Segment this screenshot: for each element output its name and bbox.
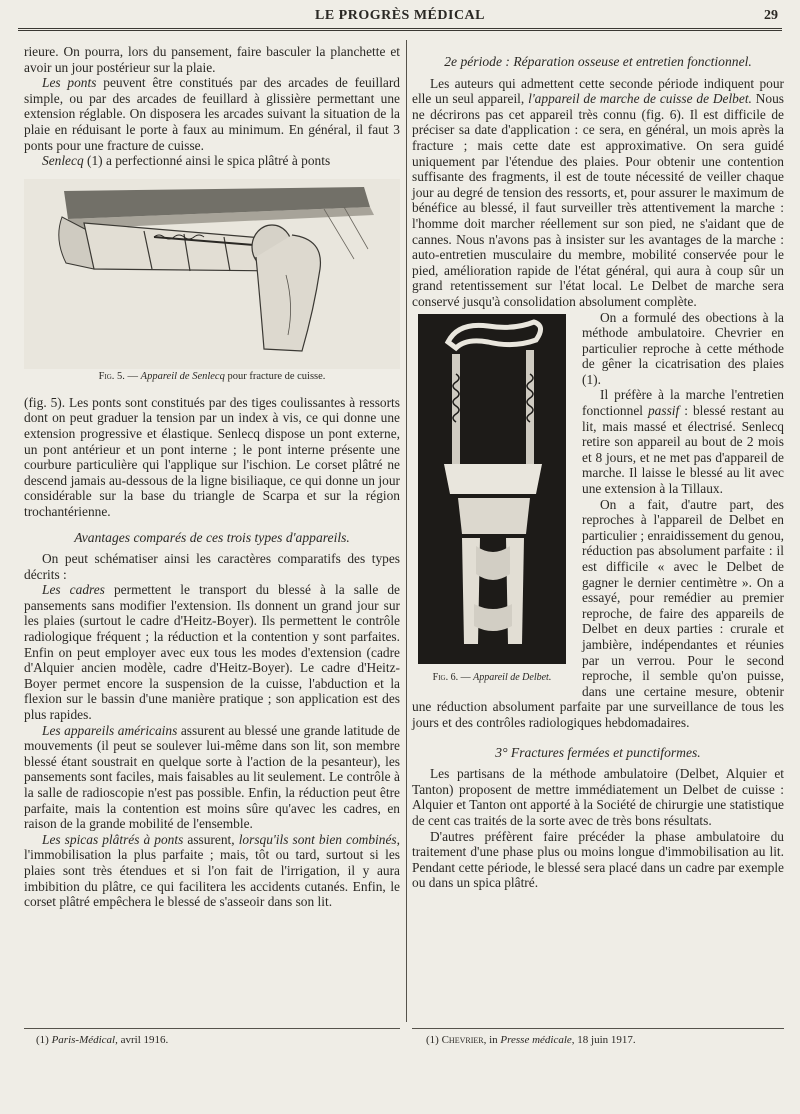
figure-5 [24, 179, 400, 391]
paragraph: D'autres préfèrent faire précéder la phase ambulatoire du traitement d'une phase plus ou moins longue d'immobilisation au lit. Pendant cette période, le blessé sera placé dans un cadre par exemple ou dans un spica plâtré. [412, 828, 784, 891]
delbet-apparatus-photo [418, 314, 566, 664]
footnote-author: Chevrier [441, 1034, 484, 1046]
paragraph [412, 76, 784, 310]
footnote-right [426, 1034, 636, 1046]
paragraph: On peut schématiser ainsi les caractères comparatifs des types décrits : [24, 551, 400, 582]
section-heading: Avantages comparés de ces trois types d'appareils. [74, 529, 350, 545]
footnote-number: (1) [426, 1034, 439, 1046]
column-divider [406, 40, 407, 1022]
section-heading [412, 54, 784, 70]
emphasis: l'appareil de marche de cuisse de Delbet. [528, 91, 752, 107]
emphasis: Les cadres [42, 582, 105, 598]
caption-label: Fig. 5. — [98, 370, 139, 382]
footnote-rule-left [24, 1028, 400, 1029]
emphasis: passif [647, 403, 680, 419]
emphasis: Senlecq [42, 153, 84, 169]
footnote-rule-right [412, 1028, 784, 1029]
heading-label: 2e période : [444, 54, 510, 69]
figure-6 [412, 314, 572, 686]
emphasis: Les ponts [42, 75, 97, 91]
heading-number: 3° [495, 744, 508, 760]
footnote-number: (1) [36, 1034, 49, 1046]
paragraph [24, 153, 400, 169]
caption-emphasis: Appareil de Senlecq [140, 370, 225, 382]
paragraph [24, 723, 400, 832]
figure-5-caption [24, 369, 400, 385]
emphasis: Les spicas plâtrés à ponts [42, 831, 184, 847]
paragraph [24, 582, 400, 722]
page-number: 29 [764, 8, 778, 23]
emphasis: lorsqu'ils sont bien combinés [238, 831, 397, 847]
footnote-text: , avril 1916. [115, 1034, 169, 1046]
left-column [24, 44, 400, 910]
footnote-text: , 18 juin 1917. [571, 1034, 636, 1046]
right-column [412, 44, 784, 891]
section-heading [412, 745, 784, 761]
text: peuvent être constitués par des arcades de feuillard simple, ou par des arcades de feuillard à glissière permettant une extension réglable. On disposera les arcades suivant la situation de la plaie en réduisant le porte à faux au minimum. En général, il faut 3 ponts pour une fracture de cuisse. [24, 75, 401, 153]
text: (1) a perfectionné ainsi le spica plâtré à ponts [83, 153, 331, 169]
caption-emphasis: Appareil de Delbet. [473, 671, 552, 683]
paragraph [24, 832, 400, 910]
paragraph [24, 75, 400, 153]
caption-label: Fig. 6. — [432, 671, 471, 683]
footnote-emphasis: Presse médicale [500, 1034, 572, 1046]
footnote-emphasis: Paris-Médical [51, 1034, 116, 1046]
paragraph: On a formulé des obections à la méthode ambulatoire. Chevrier en particulier reproche à cette méthode de gêner la cicatrisation des plaies (1). [582, 309, 784, 387]
text: , l'immobilisation la plus parfaite ; mais, tôt ou tard, surtout si les plaies sont très étendues et si l'on fait de l'irrigation, il y aura imbibition du plâtre, ce qui facilitera les accidents cutanés. Enfin, le corset plâtré empêchera le blessé de s'asseoir dans son lit. [24, 831, 400, 910]
paragraph: rieure. On pourra, lors du pansement, faire basculer la planchette et avoir un jour postérieur sur la plaie. [24, 44, 400, 75]
footnote-text: , in [483, 1034, 501, 1046]
paragraph: Les partisans de la méthode ambulatoire (Delbet, Alquier et Tanton) proposent de mettre immédiatement un Delbet de cuisse : Alquier et Tanton ont apporté à la Société de chirurgie une statistique de cent cas traités de la sorte avec de très bons résultats. [412, 766, 784, 828]
text: permettent le transport du blessé à la salle de pansements sans modifier l'extension. Ils donnent un grand jour sur les plaies (surtout le cadre d'Heitz-Boyer). Ils permettent le contrôle radiologique fréquent ; la réduction et la contention y sont parfaites. Enfin on peut employer avec eux tous les modes d'extension (cadre d'Alquier ancien modèle, cadre d'Heitz-Boyer). Le cadre d'Heitz-Boyer permet encore la suspension de la cuisse, l'abduction et la flexion sur le bassin d'une manière pratique ; son application est des plus rapides. [24, 582, 400, 723]
senlecq-apparatus-illustration [24, 179, 400, 369]
text: assurent, [183, 831, 239, 847]
heading-emphasis: Réparation osseuse et entretien fonctionnel. [513, 54, 752, 69]
text: assurent au blessé une grande latitude de mouvements (il peut se soulever lui-même dans son lit, son membre blessé étant soustrait en quelque sorte à l'action de la pesanteur), les pansements sont faciles, mais faisables au lit seulement. Le contrôle à la salle de radioscopie n'est pas possible. Enfin, la réduction peut être parfaite, mais la contention est moins sûre qu'avec les cadres, en raison de la grande mobilité de l'ensemble. [24, 722, 400, 832]
text: : blessé restant au lit, mais massé et électrisé. Senlecq retire son appareil au bout de 2 mois et 8 jours, et ne met pas d'appareil de marche. Il laisse le blessé au lit avec une extension à la Tillaux. [582, 403, 784, 497]
paragraph: (fig. 5). Les ponts sont constitués par des tiges coulissantes à ressorts dont on peut graduer la tension par un index à vis, ce qui donne une extension progressive et élastique. Senlecq dispose un pont externe, un pont antérieur et un pont interne ; le pont interne présente une courbure particulière qui l'applique sur l'ischion. Le corset plâtré ne descend jamais au-dessous de la ligne bisiliaque, ce qui donne un jour considérable sur la base du triangle de Scarpa et sur la région trochantérienne. [24, 394, 400, 519]
text: Nous ne décrirons pas cet appareil très connu (fig. 6). Il est difficile de préciser sa date d'application : ce sera, en général, un mois après la fracture ; mais cette date est approximative. On sera guidé uniquement par l'étendue des plaies. Pour obtenir une contention suffisante des fragments, il est de toute nécessité de veiller chaque jour au degré de tension des ressorts, et, pour assurer le maximum de bénéfice au blessé, il faut surveiller très attentivement la marche : l'homme doit marcher réellement sur son pied, ne s'aidant que de cannes. Nous n'avons pas à insister sur les avantages de la marche : auto-entretien musculaire du membre, mobilité conservée pour le pied, amélioration rapide de l'état général, qui aura à coup sûr un grand retentissement sur l'état local. Le Delbet de marche sera conservé jusqu'à consolidation absolument complète. [412, 91, 784, 309]
figure-6-caption [412, 670, 572, 686]
footnote-left [36, 1034, 168, 1046]
text: Les auteurs qui admettent cette seconde période indiquent pour elle un seul appareil, [412, 75, 784, 107]
paragraph: On a fait, d'autre part, des reproches à l'appareil de Delbet en particulier ; enraidissement du genou, réduction pas absolument parfaite : il est difficile « avec le Delbet de gagner le dernier centimètre ». On a essayé, pour remédier au premier reproche, de faire des appareils de Delbet en deux parties : crurale et jambière, indépendantes et réunies par un verrou. Pour le second reproche, il semble qu'on puisse, dans une certaine mesure, obtenir une réduction absolument parfaite par une surveillance de tous les jours et des contrôles radiologiques hebdomadaires. [412, 496, 784, 730]
journal-title: LE PROGRÈS MÉDICAL [314, 8, 486, 23]
page-header [18, 6, 782, 31]
emphasis: Les appareils américains [42, 722, 178, 738]
caption-text: pour fracture de cuisse. [224, 370, 326, 382]
heading-emphasis: Fractures fermées et punctiformes. [510, 744, 701, 760]
text: Il préfère à la marche l'entretien fonctionnel [582, 387, 784, 419]
